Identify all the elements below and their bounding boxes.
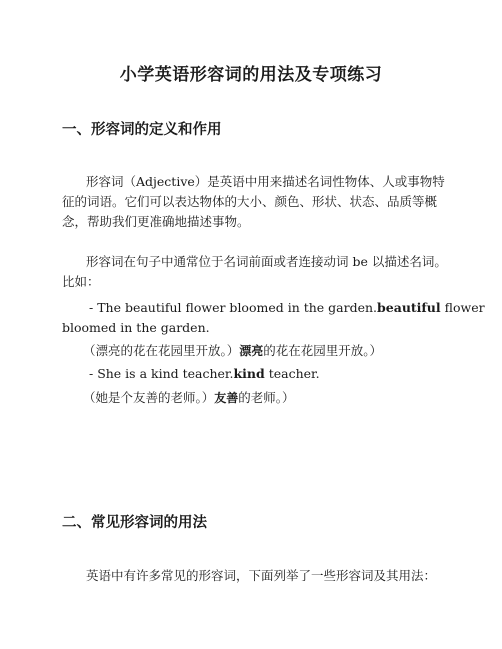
usage-paragraph: 形容词在句子中通常位于名词前面或者连接动词 be 以描述名词。比如： <box>62 254 447 289</box>
example-1-english <box>89 298 485 318</box>
example-2-rest: teacher. <box>264 366 320 381</box>
section-heading-common-usage: 二、常见形容词的用法 <box>62 515 207 531</box>
example-1-chinese-highlight: 漂亮 <box>239 344 264 358</box>
example-2-english <box>89 364 320 384</box>
example-1-english-continued: bloomed in the garden. <box>62 320 210 335</box>
example-2-chinese-rest: 的老师。） <box>238 390 295 405</box>
example-2-highlight: kind <box>233 366 265 381</box>
example-2-sentence: - She is a kind teacher. <box>89 366 234 381</box>
example-1-chinese <box>83 341 382 361</box>
common-usage-paragraph: 英语中有许多常见的形容词，下面列举了一些形容词及其用法： <box>86 568 437 583</box>
example-1-rest: flower <box>440 300 485 315</box>
example-2-translation: （她是个友善的老师。） <box>83 390 215 405</box>
example-2-chinese-highlight: 友善 <box>214 391 239 405</box>
definition-paragraph: 形容词（Adjective）是英语中用来描述名词性物体、人或事物特征的词语。它们可以表达物体的大小、颜色、形状、状态、品质等概念，帮助我们更准确地描述事物。 <box>62 174 445 229</box>
example-1-highlight: beautiful <box>377 300 441 315</box>
example-1-sentence: - The beautiful flower bloomed in the garden. <box>89 300 378 315</box>
example-1-chinese-rest: 的花在花园里开放。） <box>263 343 383 358</box>
example-2-chinese <box>83 388 295 408</box>
example-1-translation: （漂亮的花在花园里开放。） <box>83 343 240 358</box>
section-heading-definition: 一、形容词的定义和作用 <box>62 122 222 138</box>
document-title: 小学英语形容词的用法及专项练习 <box>119 65 383 85</box>
